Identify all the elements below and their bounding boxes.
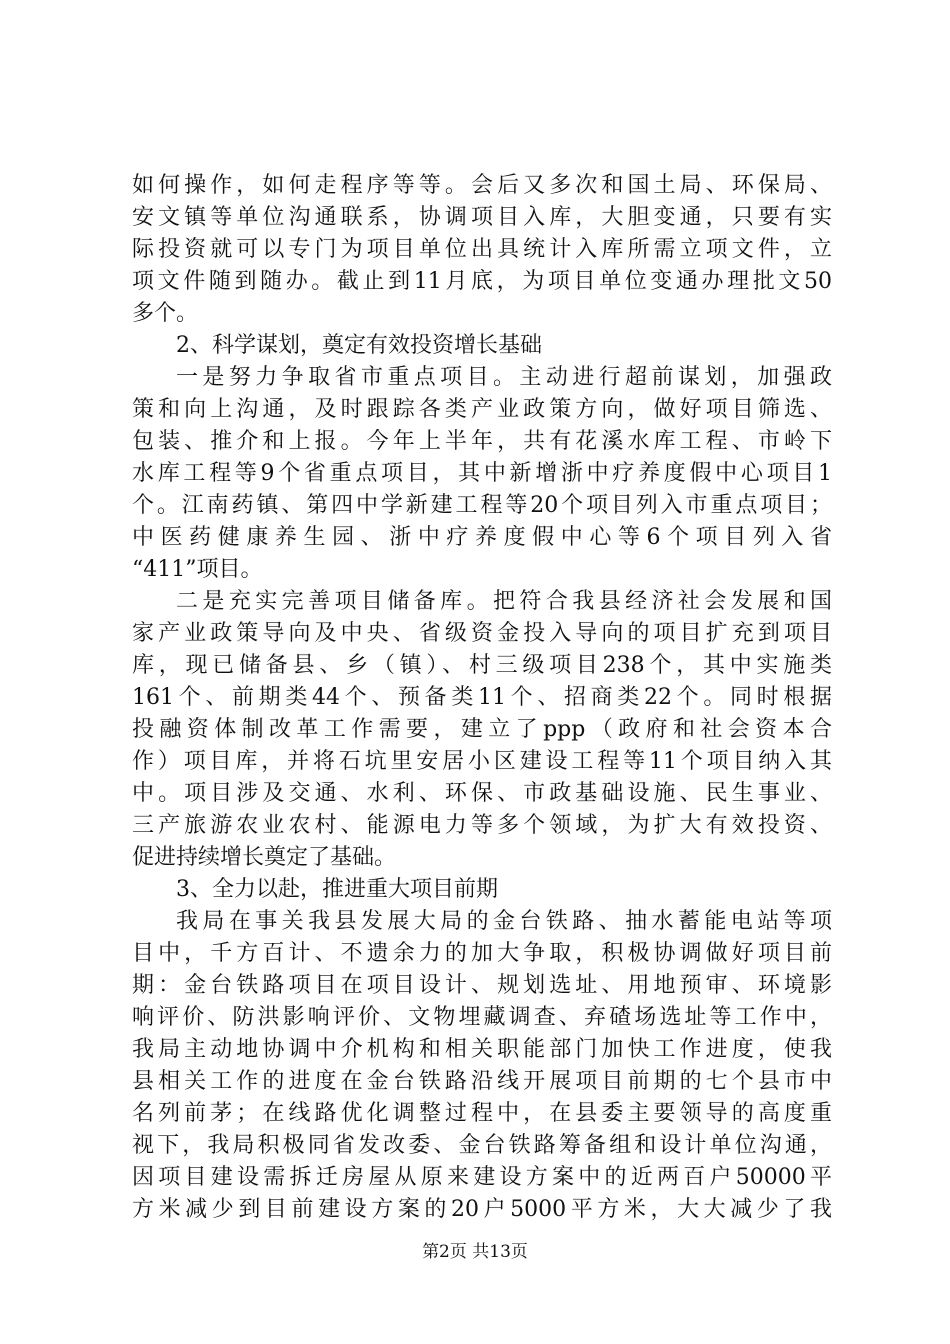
text-line: 名列前茅；在线路优化调整过程中，在县委主要领导的高度重 [132,1101,832,1126]
text-line: 期：金台铁路项目在项目设计、规划选址、用地预审、环境影 [132,973,832,998]
text-line: 方米减少到目前建设方案的20户5000平方米，大大减少了我 [132,1197,832,1222]
text-line: 161个、前期类44个、预备类11个、招商类22个。同时根据 [132,685,832,710]
text-line: 项文件随到随办。截止到11月底，为项目单位变通办理批文50 [132,269,832,294]
text-line: 水库工程等9个省重点项目，其中新增浙中疗养度假中心项目1 [132,461,832,486]
section-heading: 3、全力以赴，推进重大项目前期 [176,877,498,902]
section-heading: 2、科学谋划，奠定有效投资增长基础 [176,333,542,358]
text-line: 一是努力争取省市重点项目。主动进行超前谋划，加强政 [176,365,832,390]
text-line: 三产旅游农业农村、能源电力等多个领域，为扩大有效投资、 [132,813,832,838]
text-line: “411”项目。 [132,557,263,582]
text-line: 际投资就可以专门为项目单位出具统计入库所需立项文件，立 [132,237,832,262]
text-line: 二是充实完善项目储备库。把符合我县经济社会发展和国 [176,589,832,614]
text-line: 因项目建设需拆迁房屋从原来建设方案中的近两百户50000平 [132,1165,832,1190]
text-line: 我局在事关我县发展大局的金台铁路、抽水蓄能电站等项 [176,909,832,934]
text-line: 家产业政策导向及中央、省级资金投入导向的项目扩充到项目 [132,621,832,646]
text-line: 如何操作，如何走程序等等。会后又多次和国土局、环保局、 [132,173,832,198]
text-line: 目中，千方百计、不遗余力的加大争取，积极协调做好项目前 [132,941,832,966]
text-line: 作）项目库，并将石坑里安居小区建设工程等11个项目纳入其 [132,749,832,774]
text-line: 安文镇等单位沟通联系，协调项目入库，大胆变通，只要有实 [132,205,832,230]
page-footer [0,1240,950,1264]
text-line: 视下，我局积极同省发改委、金台铁路筹备组和设计单位沟通， [132,1133,832,1158]
text-line: 个。江南药镇、第四中学新建工程等20个项目列入市重点项目； [132,493,832,518]
text-line: 我局主动地协调中介机构和相关职能部门加快工作进度，使我 [132,1037,832,1062]
text-line: 库，现已储备县、乡（镇）、村三级项目238个，其中实施类 [132,653,832,678]
text-line: 县相关工作的进度在金台铁路沿线开展项目前期的七个县市中 [132,1069,832,1094]
text-line: 响评价、防洪影响评价、文物埋藏调查、弃碴场选址等工作中， [132,1005,832,1030]
text-line: 包装、推介和上报。今年上半年，共有花溪水库工程、市岭下 [132,429,832,454]
text-line: 策和向上沟通，及时跟踪各类产业政策方向，做好项目筛选、 [132,397,832,422]
text-line: 中。项目涉及交通、水利、环保、市政基础设施、民生事业、 [132,781,832,806]
body-text [132,170,832,1226]
text-line: 投融资体制改革工作需要，建立了ppp（政府和社会资本合 [132,717,832,742]
text-line: 促进持续增长奠定了基础。 [132,845,397,870]
page-number: 第2页 共13页 [422,1242,528,1262]
text-line: 中医药健康养生园、浙中疗养度假中心等6个项目列入省 [132,525,832,550]
text-line: 多个。 [132,301,199,326]
